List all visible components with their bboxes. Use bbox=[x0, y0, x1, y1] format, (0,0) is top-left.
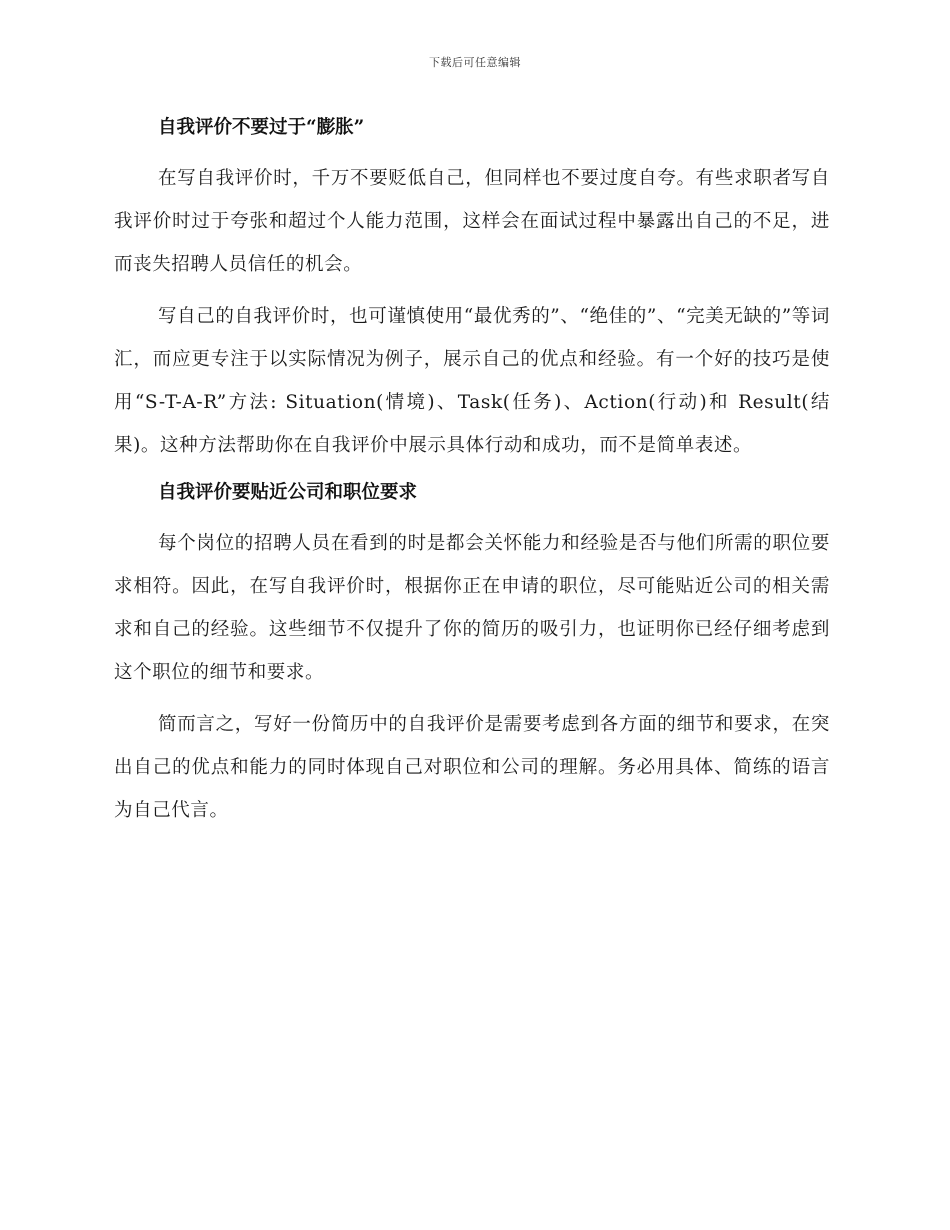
paragraph-avoid-exaggeration: 在写自我评价时，千万不要贬低自己，但同样也不要过度自夸。有些求职者写自我评价时过于夸张和超过个人能力范围，这样会在面试过程中暴露出自己的不足，进而丧失招聘人员信任的机会。 bbox=[114, 168, 830, 275]
paragraph-match-requirements: 每个岗位的招聘人员在看到的时是都会关怀能力和经验是否与他们所需的职位要求相符。因此，在写自我评价时，根据你正在申请的职位，尽可能贴近公司的相关需求和自己的经验。这些细节不仅提升了你的简历的吸引力，也证明你已经仔细考虑到这个职位的细节和要求。 bbox=[114, 533, 830, 683]
paragraph-star-method: 写自己的自我评价时，也可谨慎使用“最优秀的”、“绝佳的”、“完美无缺的”等词汇，而应更专注于以实际情况为例子，展示自己的优点和经验。有一个好的技巧是使用“S-T-A-R”方法: Situation(情境)、Task(任务)、Action(行动)和 Result(结果)。这种方法帮助你在自我评价中展示具体行动和成功，而不是简单表述。 bbox=[114, 306, 830, 456]
section-heading-inflation: 自我评价不要过于“膨胀” bbox=[158, 117, 365, 138]
document-body bbox=[114, 108, 830, 832]
page-header: 下载后可任意编辑 bbox=[429, 56, 521, 69]
paragraph-summary: 简而言之，写好一份简历中的自我评价是需要考虑到各方面的细节和要求，在突出自己的优点和能力的同时体现自己对职位和公司的理解。务必用具体、简练的语言为自己代言。 bbox=[114, 714, 830, 821]
section-heading-job-fit: 自我评价要贴近公司和职位要求 bbox=[158, 482, 418, 503]
